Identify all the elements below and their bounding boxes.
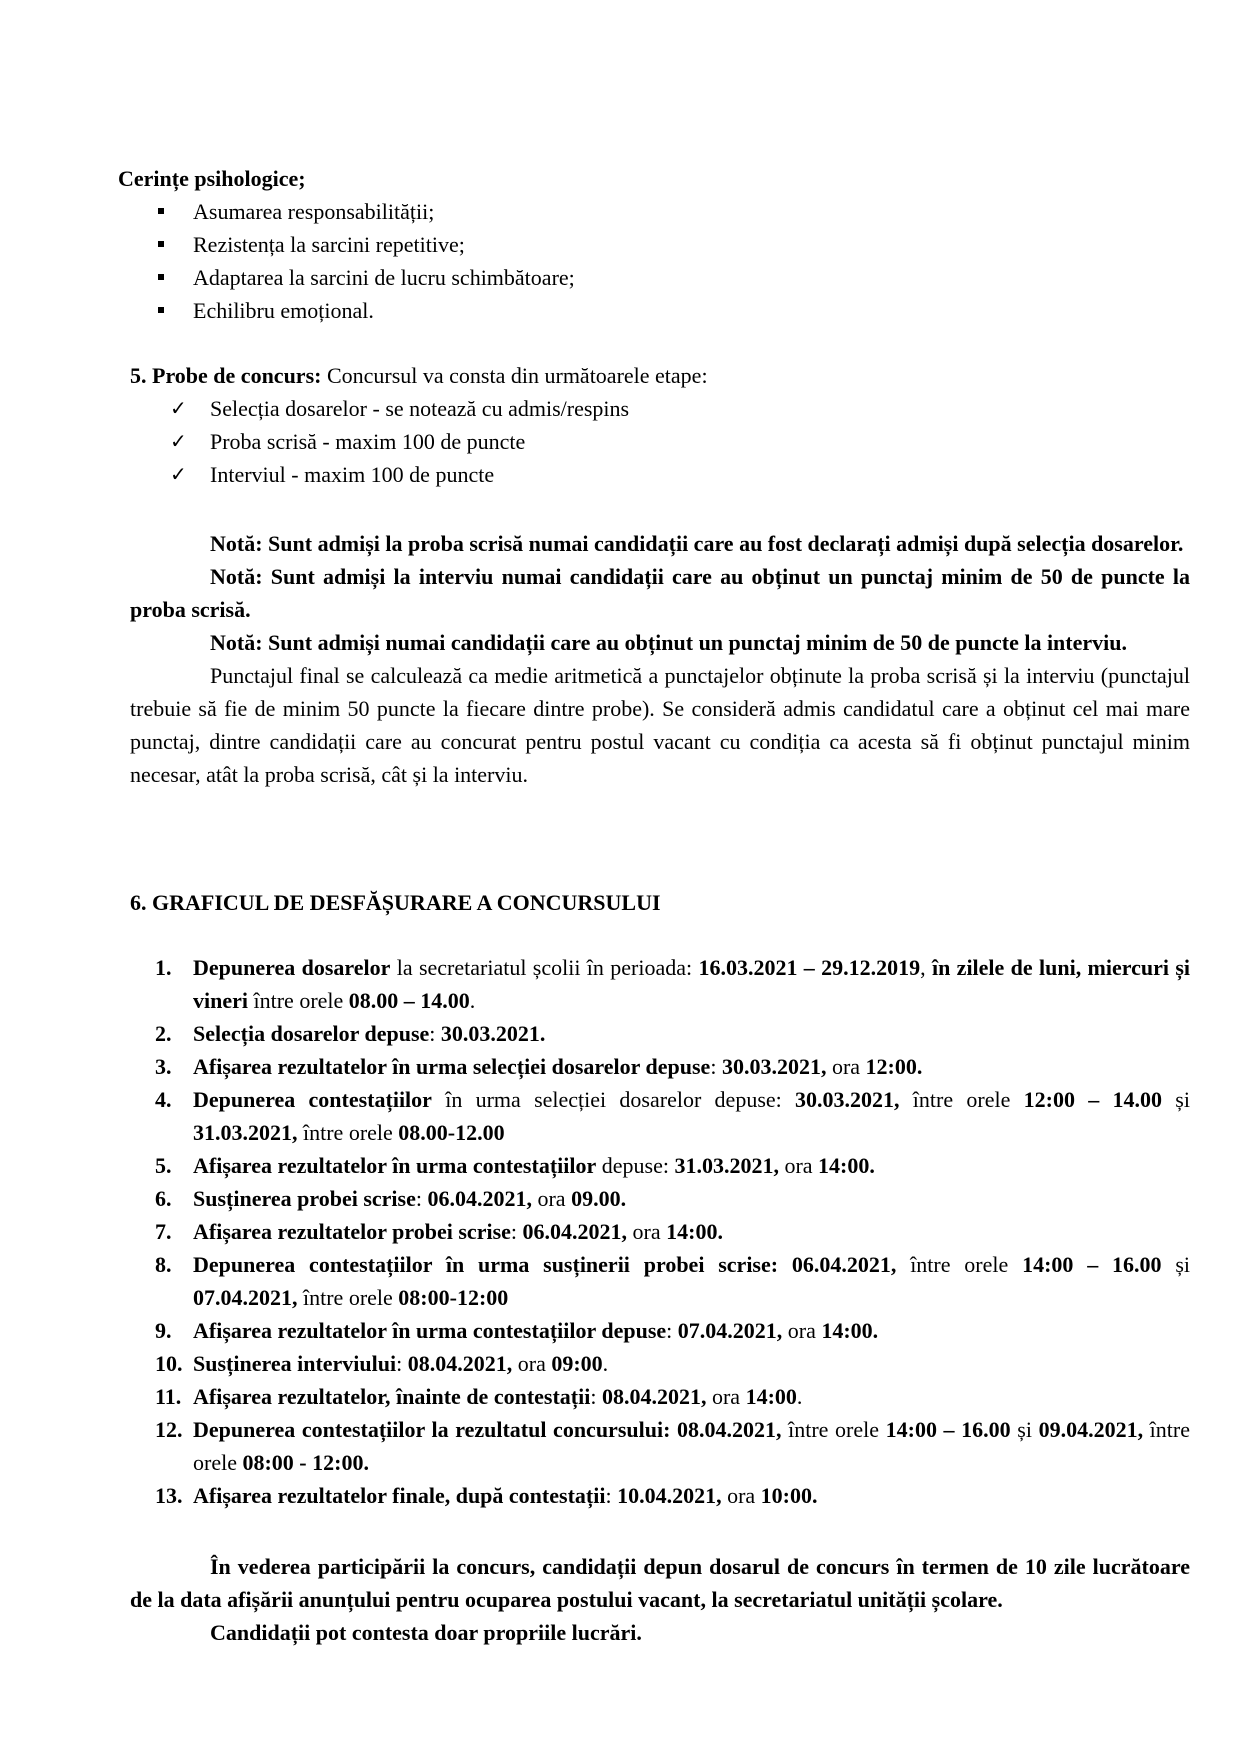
checkmark-icon: ✓ [170,462,187,486]
notes-block [130,527,1190,791]
closing-paragraph: Candidații pot contesta doar propriile lucrări. [210,1620,642,1645]
schedule-item-text: Afișarea rezultatelor probei scrise [193,1219,511,1244]
schedule-item-number: 2. [155,1021,172,1046]
schedule-item-text: : [666,1318,678,1343]
schedule-item-text: între orele [193,1417,1190,1475]
schedule-item-text: la secretariatul școlii în perioada: [390,955,699,980]
list-item: Adaptarea la sarcini de lucru schimbătoare; [118,261,1118,294]
schedule-item-text: . [602,1351,609,1376]
schedule-item-text: ora [627,1219,667,1244]
schedule-item-text: 10:00. [760,1483,818,1508]
schedule-item [130,1248,1190,1314]
schedule-item-text: 09.00. [571,1186,627,1211]
schedule-item-text: între orele [248,988,349,1013]
psych-list [118,195,1118,327]
list-item-text: Interviul - maxim 100 de puncte [210,462,495,487]
schedule-item-number: 1. [155,955,172,980]
list-item-text: Selecția dosarelor - se notează cu admis/respins [210,396,630,421]
schedule-item-text: Afișarea rezultatelor, înainte de contestații [193,1384,591,1409]
closing-paragraph: În vederea participării la concurs, candidații depun dosarul de concurs în termen de 10 zile lucrătoare de la data afișării anunțului pentru ocuparea postului vacant, la secretariatul unității școlare. [130,1554,1190,1612]
schedule-item-number: 12. [155,1417,183,1442]
schedule-item-text: și [1162,1087,1190,1112]
schedule-item-text: ora [782,1318,822,1343]
schedule-item-text: 06.04.2021, [522,1219,628,1244]
section-title: 6. GRAFICUL DE DESFĂȘURARE A CONCURSULUI [130,890,661,915]
schedule-item-text: Depunerea dosarelor [193,955,391,980]
schedule-item-number: 7. [155,1219,172,1244]
schedule-item-text: : [396,1351,408,1376]
schedule-item-number: 9. [155,1318,172,1343]
schedule-item-text: 08:00 - 12:00. [242,1450,369,1475]
schedule-item-number: 13. [155,1483,183,1508]
schedule-item-text: 07.04.2021, [677,1318,783,1343]
list-item [130,392,1130,425]
schedule-item-text: : [415,1186,428,1211]
schedule-item-text: 07.04.2021, [193,1285,298,1310]
schedule-item-text: ora [531,1186,572,1211]
schedule-item [130,951,1190,1017]
exam-stages-list [130,392,1130,491]
schedule-item-number: 5. [155,1153,172,1178]
note: Notă: Sunt admiși la interviu numai candidații care au obținut un punctaj minim de 50 de puncte la proba scrisă. [130,564,1190,622]
list-item [130,425,1130,458]
schedule-item-text: în zilele de luni, miercuri și vineri [193,955,1190,1013]
exam-stages-heading [130,359,1130,392]
final-score-paragraph: Punctajul final se calculează ca medie aritmetică a punctajelor obținute la proba scrisă și la interviu (punctajul trebuie să fie de minim 50 puncte la fiecare dintre probe). Se consideră admis candidatul care a obținut cel mai mare punctaj, dintre candidații care au concurat pentru postul vacant cu condiția ca acesta să fi obținut punctajul minim necesar, atât la proba scrisă, cât și la interviu. [130,663,1190,787]
schedule-item-text: 14:00. [821,1318,879,1343]
schedule-item-text: 10.04.2021, [617,1483,722,1508]
schedule-item-text: 31.03.2021, [193,1120,298,1145]
schedule-item-text: Afișarea rezultatelor în urma contestațiilor [193,1153,597,1178]
schedule-item-text: . [469,988,476,1013]
schedule-item [130,1347,1190,1380]
schedule-item-text: 31.03.2021, [674,1153,779,1178]
schedule-item-text: 16.03.2021 – 29.12.2019 [698,955,921,980]
section-intro: Concursul va consta din următoarele etape: [321,363,708,388]
note: Notă: Sunt admiși la proba scrisă numai candidații care au fost declarați admiși după selecția dosarelor. [210,531,1184,556]
schedule-item-text: : [605,1483,618,1508]
schedule-item-text: și [1010,1417,1039,1442]
schedule-item-text: 09:00 [551,1351,603,1376]
schedule-item-text: ora [826,1054,866,1079]
schedule-item-number: 8. [155,1252,172,1277]
schedule-item-text: 14:00. [818,1153,875,1178]
list-item: Echilibru emoțional. [118,294,1118,327]
schedule-item-text: 08.04.2021, [601,1384,707,1409]
note: Notă: Sunt admiși numai candidații care au obținut un punctaj minim de 50 de puncte la interviu. [210,630,1127,655]
schedule-item-text: și [1161,1252,1190,1277]
exam-stages [130,359,1130,491]
schedule-item-text: între orele [297,1120,399,1145]
schedule-item-number: 11. [155,1384,182,1409]
schedule-item-text: ora [721,1483,761,1508]
schedule-item-text: : [710,1054,722,1079]
schedule-item-text: între orele [896,1252,1023,1277]
section-number-title: 5. Probe de concurs: [130,363,322,388]
schedule-item-text: Selecția dosarelor depuse [193,1021,430,1046]
schedule-item [130,1413,1190,1479]
schedule-item-text: 30.03.2021. [440,1021,546,1046]
psych-title: Cerințe psihologice; [118,166,306,191]
psych-requirements [118,162,1118,327]
schedule-item-text: . [796,1384,803,1409]
schedule-item-text: Afișarea rezultatelor finale, după contestații [193,1483,606,1508]
schedule-item-text: ora [778,1153,819,1178]
schedule-item-number: 4. [155,1087,172,1112]
schedule-item-number: 6. [155,1186,172,1211]
schedule-item [130,1083,1190,1149]
schedule-item-text: Susținerea interviului [193,1351,397,1376]
schedule-item-text: 30.03.2021, [721,1054,827,1079]
schedule-item-text: între orele [781,1417,886,1442]
schedule-item [130,1149,1190,1182]
list-item [130,458,1130,491]
schedule-item-number: 3. [155,1054,172,1079]
schedule-item-text: 12:00 – 14.00 [1023,1087,1163,1112]
schedule-item [130,1380,1190,1413]
schedule-item-text: 08:00-12:00 [398,1285,509,1310]
schedule-item-text: în urma selecției dosarelor depuse: [431,1087,796,1112]
schedule-item [130,1017,1190,1050]
schedule-item-text: 08.00 – 14.00 [348,988,470,1013]
schedule-item-text: 06.04.2021, [427,1186,532,1211]
schedule-item-text: 12:00. [865,1054,923,1079]
schedule-item-text: 14:00 [745,1384,797,1409]
schedule-item-text: Depunerea contestațiilor în urma susținerii probei scrise: 06.04.2021, [193,1252,897,1277]
schedule-item-text: ora [706,1384,746,1409]
list-item-text: Proba scrisă - maxim 100 de puncte [210,429,526,454]
schedule-item [130,1215,1190,1248]
schedule-item-text: Susținerea probei scrise [193,1186,416,1211]
schedule-item-text: 30.03.2021, [795,1087,900,1112]
closing-block [130,1550,1190,1649]
list-item: Rezistența la sarcini repetitive; [118,228,1118,261]
schedule-item [130,1314,1190,1347]
schedule-item-text: între orele [297,1285,399,1310]
schedule-item-text: : [510,1219,523,1244]
schedule-item [130,1182,1190,1215]
checkmark-icon: ✓ [170,429,187,453]
schedule-item-text: 09.04.2021, [1038,1417,1144,1442]
checkmark-icon: ✓ [170,396,187,420]
schedule-item-text: Depunerea contestațiilor la rezultatul concursului: 08.04.2021, [193,1417,782,1442]
schedule-item-text: 14:00. [666,1219,723,1244]
schedule-item-text: : [429,1021,441,1046]
schedule-item-text: 08.04.2021, [407,1351,513,1376]
schedule-item-text: 14:00 – 16.00 [1022,1252,1162,1277]
schedule-item-text: între orele [899,1087,1024,1112]
schedule-item-number: 10. [155,1351,183,1376]
schedule-list [130,951,1190,1512]
schedule-item-text: 14:00 – 16.00 [885,1417,1011,1442]
schedule-item [130,1050,1190,1083]
schedule-item-text: Afișarea rezultatelor în urma selecției dosarelor depuse [193,1054,711,1079]
schedule-item-text: depuse: [596,1153,675,1178]
schedule-item-text: Afișarea rezultatelor în urma contestațiilor depuse [193,1318,667,1343]
schedule-item-text: Depunerea contestațiilor [193,1087,432,1112]
schedule-item-text: : [590,1384,602,1409]
schedule-item [130,1479,1190,1512]
schedule-item-text: ora [512,1351,552,1376]
schedule-item-text: 08.00-12.00 [398,1120,505,1145]
schedule-item-text: , [920,955,932,980]
list-item: Asumarea responsabilității; [118,195,1118,228]
